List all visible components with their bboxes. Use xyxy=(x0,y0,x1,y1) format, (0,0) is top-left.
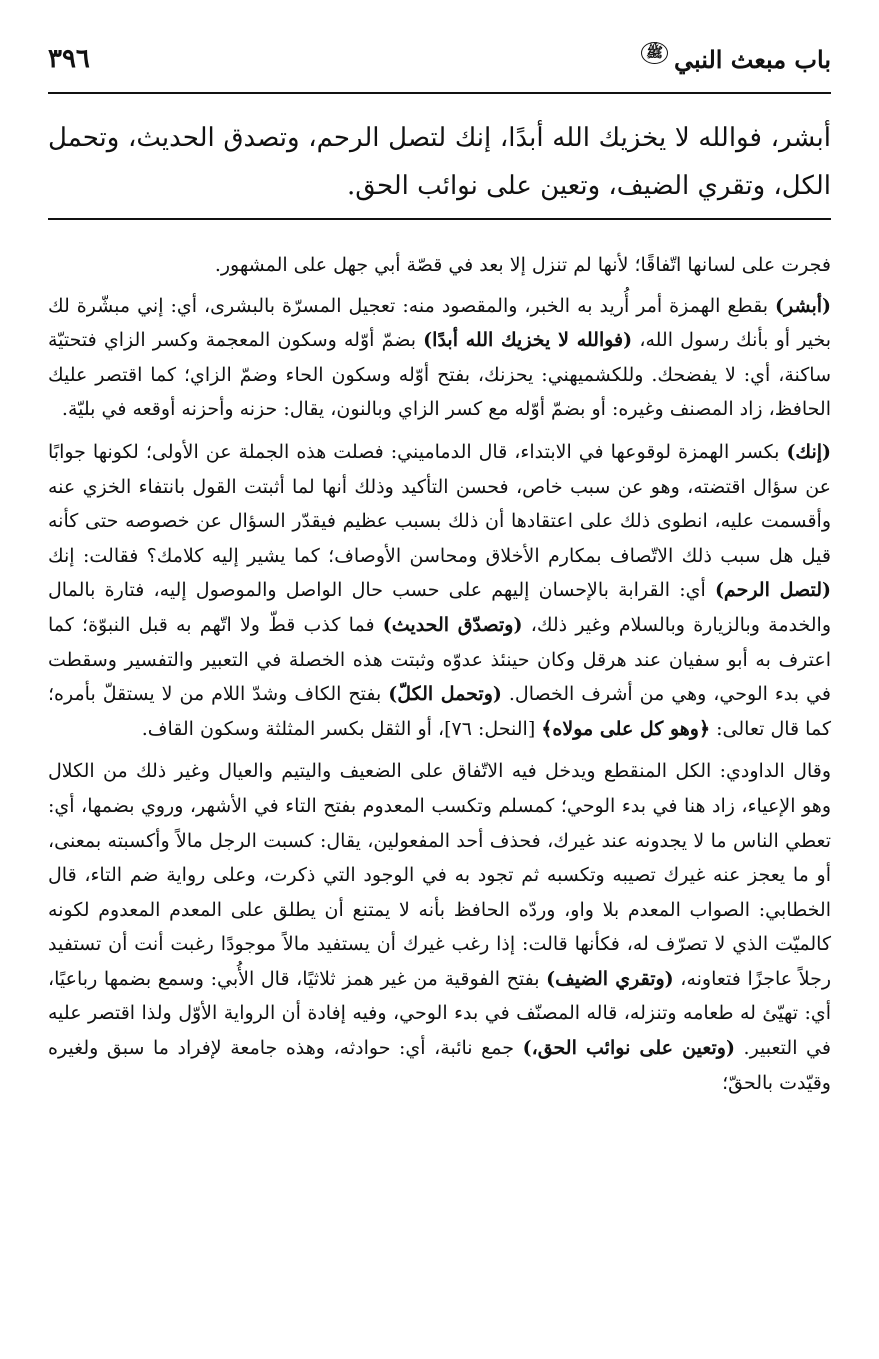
commentary-text: جمع نائبة، أي: حوادثه، وهذه جامعة لإفراد ما سبق ولغيره وقيّدت بالحقّ؛ xyxy=(48,1037,831,1094)
commentary-paragraph-3 xyxy=(48,435,831,746)
quoted-phrase: (وتعين على نوائب الحق،) xyxy=(522,1037,735,1060)
commentary-paragraph-4 xyxy=(48,754,831,1100)
commentary-text: بقطع الهمزة أمر أُريد به الخبر، والمقصود منه: تعجيل المسرّة بالبشرى، أي: إني مبشّرة لك بخير أو بأنك رسول الله، xyxy=(48,294,832,352)
quoted-phrase: (أبشر) xyxy=(775,294,831,317)
quoted-phrase: (فوالله لا يخزيك الله أبدًا) xyxy=(423,329,633,352)
quoted-phrase: (وتحمل الكلّ) xyxy=(388,683,502,706)
quoted-phrase: (لتصل الرحم) xyxy=(714,579,831,602)
commentary-text: فما كذب قطّ ولا اتّهم به قبل النبوّة؛ كما اعترف به أبو سفيان عند هرقل وكان حينئذ عدوّه وثبتت هذه الخصلة في التعبير والتفسير وسقطت في بدء الوحي، وهي من أشرف الخصال. xyxy=(48,613,831,706)
hadith-text: أبشر، فوالله لا يخزيك الله أبدًا، إنك لتصل الرحم، وتصدق الحديث، وتحمل الكل، وتقري الضيف، وتعين على نوائب الحق. xyxy=(48,123,831,201)
page-number: ٣٩٦ xyxy=(48,44,90,74)
header-divider xyxy=(48,92,831,94)
commentary-paragraph-2 xyxy=(48,289,831,427)
commentary-text: بفتح الفوقية من غير همز ثلاثيًا، قال الأُبي: وسمع بضمها رباعيًا، أي: تهيّئ له طعامه وتنزله، قاله المصنّف في بدء الوحي، وفيه إفادة أن الرواية الأوّل ولذا اقتصر عليه في التعبير. xyxy=(48,967,831,1060)
commentary-text: فجرت على لسانها اتّفاقًا؛ لأنها لم تنزل إلا بعد في قصّة أبي جهل على المشهور. xyxy=(214,254,831,276)
quoted-phrase: (وتصدّق الحديث) xyxy=(382,613,523,636)
commentary-text: أي: القرابة بالإحسان إليهم على حسب حال الواصل والموصول إليه، فتارة بالمال والخدمة وبالزيارة وبالسلام وغير ذلك، xyxy=(48,579,832,636)
chapter-title-text: باب مبعث النبي xyxy=(673,44,831,74)
quoted-phrase: (وتقري الضيف) xyxy=(546,967,674,990)
text-commentary-divider xyxy=(48,218,831,220)
salawat-honorific-icon: ﷺ xyxy=(641,42,668,64)
commentary-text: وقال الداودي: الكل المنقطع ويدخل فيه الاتّفاق على الضعيف واليتيم والعيال وغير ذلك من الكلال وهو الإعياء، زاد هنا في بدء الوحي؛ كمسلم وتكسب المعدوم بفتح التاء في الأشهر، وروي بضمها، أي: تعطي الناس ما لا يجدونه عند غيرك، فحذف أحد المفعولين، يقال: كسبت الرجل مالاً وأكسبته بمعنى، أو ما يعجز عنه غيرك تصيبه وتكسبه ثم تجود به في الوجود التي ذكرت، وعلى رواية ضم التاء، قال الخطابي: الصواب المعدم بلا واو، وردّه الحافظ بأنه لا يمتنع أن يطلق على المعدم المعدوم لكونه كالميّت الذي لا تصرّف له، فكأنها قالت: إذا رغب غيرك أن يستفيد مالاً موجودًا رغبت أنت أن تستفيد رجلاً عاجزًا فتعاونه، xyxy=(48,760,831,990)
chapter-title xyxy=(641,45,831,74)
book-page xyxy=(48,0,831,1359)
page-header xyxy=(48,34,831,84)
commentary-paragraph-1 xyxy=(48,248,831,283)
commentary xyxy=(48,248,831,1108)
commentary-text: بفتح الكاف وشدّ اللام من لا يستقلّ بأمره؛ كما قال تعالى: xyxy=(48,683,831,740)
commentary-text: بكسر الهمزة لوقوعها في الابتداء، قال الدماميني: فصلت هذه الجملة عن الأولى؛ لكونها جوابًا عن سؤال اقتضته، وهو عن سبب خاص، فحسن التأكيد وذلك أنها لما أثبتت القول بانتفاء الخزي عنه وأقسمت عليه، انطوى ذلك على اعتقادها أن ذلك بسبب عظيم فيقدّر السؤال عن خصوصه حتى كأنه قيل هل سبب ذلك الاتّصاف بمكارم الأخلاق ومحاسن الأوصاف؛ كما يشير إليه كلامك؟ فقالت: إنك xyxy=(48,440,831,567)
commentary-text: [النحل: ٧٦]، أو الثقل بكسر المثلثة وسكون القاف. xyxy=(141,717,542,740)
quran-quote: ﴿وهو كل على مولاه﴾ xyxy=(541,717,711,740)
commentary-text: بضمّ أوّله وسكون المعجمة وكسر الزاي فتحتيّة ساكنة، أي: لا يفضحك. وللكشميهني: يحزنك، بفتح أوّله وسكون الحاء وضمّ الزاي؛ كما اقتصر عليك الحافظ، زاد المصنف وغيره: أو بضمّ أوّله مع كسر الزاي وبالنون، يقال: حزنه وأحزنه أوقعه في بليّة. xyxy=(48,329,831,421)
quoted-phrase: (إنك) xyxy=(786,440,831,463)
